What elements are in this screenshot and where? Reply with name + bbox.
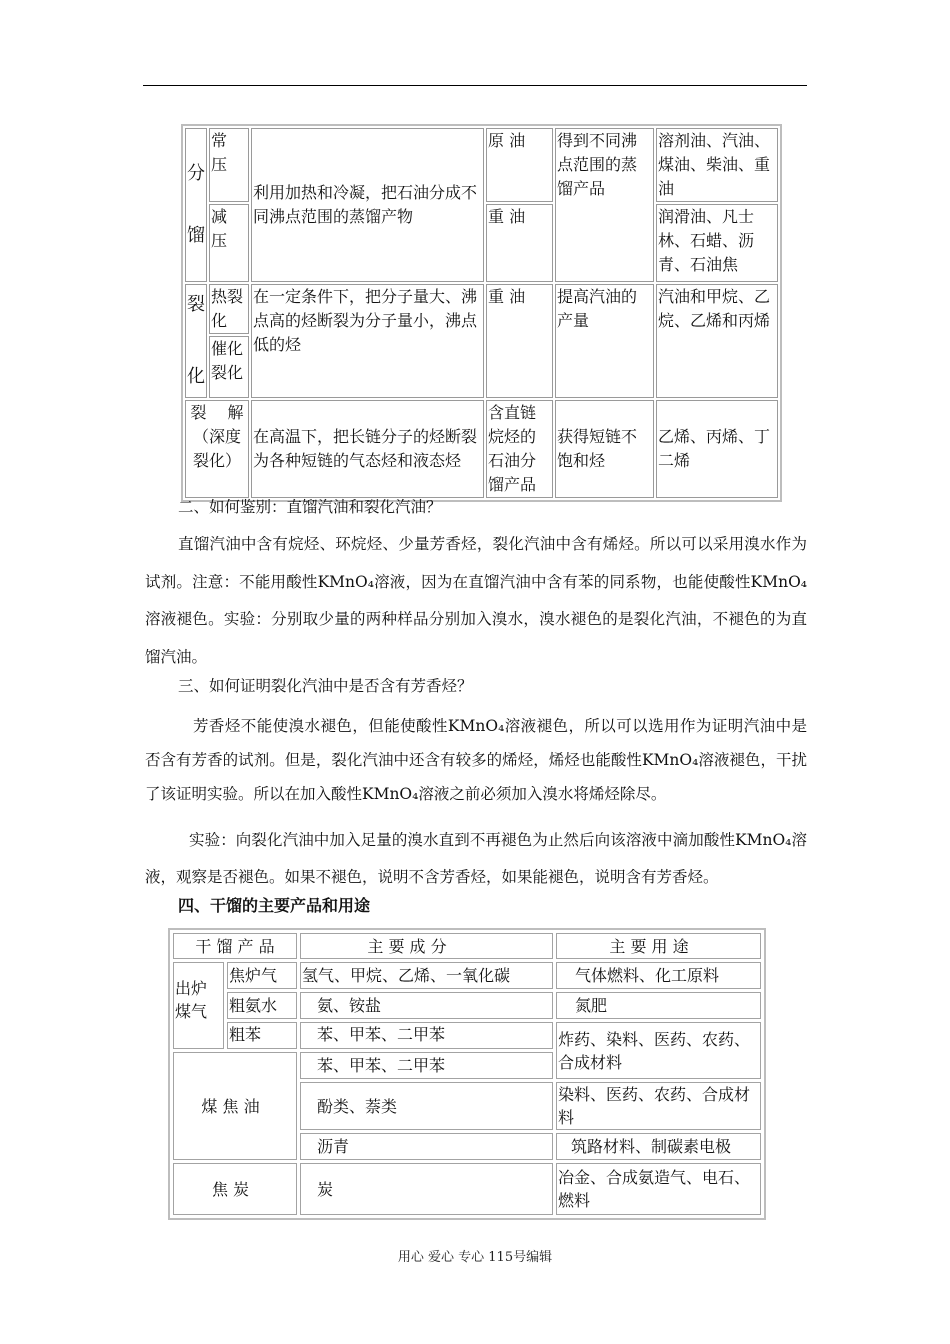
coke-label: 焦 炭 [173, 1163, 297, 1215]
tar-label: 煤 焦 油 [173, 1052, 297, 1160]
gas-row-use: 炸药、染料、医药、农药、合成材料 [556, 1022, 761, 1079]
fenliu-purpose: 得到不同沸点范围的蒸馏产品 [555, 128, 654, 282]
liehua-principle: 在一定条件下，把分子量大、沸点高的烃断裂为分子量小，沸点低的烃 [251, 284, 484, 398]
header-product: 干 馏 产 品 [173, 933, 297, 959]
tar-row-comp: 酚类、萘类 [300, 1082, 553, 1130]
coke-comp: 炭 [300, 1163, 553, 1215]
section3-body-2: 实验：向裂化汽油中加入足量的溴水直到不再褪色为止然后向该溶液中滴加酸性KMnO₄溶液，观察是否褪色。如果不褪色，说明不含芳香烃，如果能褪色，说明含有芳香烃。 [145, 831, 807, 886]
fenliu-principle: 利用加热和冷凝，把石油分成不同沸点范围的蒸馏产物 [251, 128, 484, 282]
liehua-sub-catalytic: 催化裂化 [209, 336, 249, 398]
gas-row-use: 气体燃料、化工原料 [556, 962, 761, 989]
fenliu-sub-normal: 常 压 [209, 128, 249, 202]
distillation-products-table [168, 928, 766, 1220]
gas-label: 出炉煤气 [173, 962, 224, 1049]
gas-row-name: 粗氨水 [227, 992, 297, 1019]
tar-row-comp: 苯、甲苯、二甲苯 [300, 1052, 553, 1079]
section2-body: 直馏汽油中含有烷烃、环烷烃、少量芳香烃，裂化汽油中含有烯烃。所以可以采用溴水作为试剂。注意：不能用酸性KMnO₄溶液，因为在直馏汽油中含有苯的同系物，也能使酸性KMnO₄溶液褪色。实验：分别取少量的两种样品分别加入溴水，溴水褪色的是裂化汽油，不褪色的为直馏汽油。 [145, 535, 807, 666]
page-footer: 用心 爱心 专心 115号编辑 [397, 1250, 553, 1265]
section3-body-1: 芳香烃不能使溴水褪色，但能使酸性KMnO₄溶液褪色，所以可以选用作为证明汽油中是否含有芳香的试剂。但是，裂化汽油中还含有较多的烯烃，烯烃也能酸性KMnO₄溶液褪色，干扰了该证明实验。所以在加入酸性KMnO₄溶液之前必须加入溴水将烯烃除尽。 [145, 717, 807, 803]
gas-row-comp: 氨、铵盐 [300, 992, 553, 1019]
tar-row-use: 染料、医药、农药、合成材料 [556, 1082, 761, 1130]
gas-row-comp: 氢气、甲烷、乙烯、一氧化碳 [300, 962, 553, 989]
liejie-purpose: 获得短链不饱和烃 [555, 400, 654, 498]
liehua-product: 汽油和甲烷、乙烷、乙烯和丙烯 [656, 284, 778, 398]
liehua-raw: 重 油 [486, 284, 553, 398]
liejie-raw: 含直链烷烃的石油分馏产品 [486, 400, 553, 498]
liehua-sub-thermal: 热裂化 [209, 284, 249, 334]
fenliu-raw-heavy: 重 油 [486, 204, 553, 282]
gas-row-name: 粗苯 [227, 1022, 297, 1049]
gas-row-name: 焦炉气 [227, 962, 297, 989]
header-composition: 主 要 成 分 [300, 933, 553, 959]
header-use: 主 要 用 途 [556, 933, 761, 959]
coke-use: 冶金、合成氨造气、电石、燃料 [556, 1163, 761, 1215]
header-rule [143, 85, 807, 86]
fenliu-raw-crude: 原 油 [486, 128, 553, 202]
liejie-label: 裂 解 （深度裂化） [185, 400, 249, 498]
gas-row-comp: 苯、甲苯、二甲苯 [300, 1022, 553, 1049]
tar-row-use: 筑路材料、制碳素电极 [556, 1133, 761, 1160]
gas-row-use: 氮肥 [556, 992, 761, 1019]
section3-heading: 三、如何证明裂化汽油中是否含有芳香烃？ [178, 677, 473, 695]
fenliu-label: 分 馏 [185, 128, 207, 282]
liehua-purpose: 提高汽油的产量 [555, 284, 654, 398]
liejie-principle: 在高温下，把长链分子的烃断裂为各种短链的气态烃和液态烃 [251, 400, 484, 498]
liejie-product: 乙烯、丙烯、丁二烯 [656, 400, 778, 498]
petroleum-processing-table [181, 124, 782, 502]
section2-heading: 二、如何鉴别：直馏汽油和裂化汽油？ [178, 498, 442, 516]
fenliu-product-2: 润滑油、凡士林、石蜡、沥青、石油焦 [656, 204, 778, 282]
tar-row-comp: 沥青 [300, 1133, 553, 1160]
fenliu-sub-vacuum: 减 压 [209, 204, 249, 282]
section4-heading: 四、干馏的主要产品和用途 [178, 896, 371, 915]
fenliu-product-1: 溶剂油、汽油、煤油、柴油、重油 [656, 128, 778, 202]
liehua-label: 裂 化 [185, 284, 207, 398]
